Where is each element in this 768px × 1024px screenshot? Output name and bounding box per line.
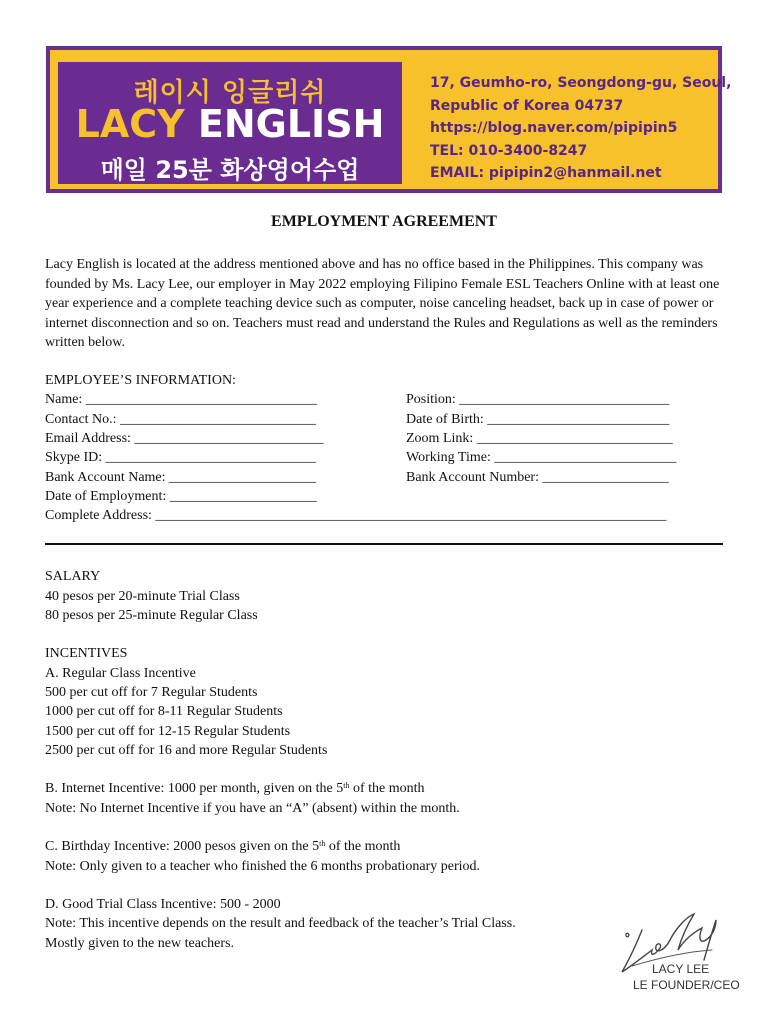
incentive-b-title [45,779,425,799]
section-divider [45,543,723,545]
signatory-name: LACY LEE [652,962,710,976]
company-logo [58,62,402,184]
incentive-a-title: A. Regular Class Incentive [45,665,196,681]
field-bank-account-name: Bank Account Name: _____________________ [45,469,317,485]
incentive-c-ordinal: th [319,839,326,848]
address-line-2: Republic of Korea 04737 [430,97,624,114]
field-contact-no: Contact No.: ____________________________ [45,411,317,427]
logo-english-title [58,102,402,146]
incentive-c-text: C. Birthday Incentive: 2000 pesos given on the 5 [45,839,320,854]
incentives-heading: INCENTIVES [45,646,128,661]
incentive-a-tier-3: 1500 per cut off for 12-15 Regular Students [45,723,291,739]
field-email-address: Email Address: ___________________________ [45,431,324,446]
field-zoom-link: Zoom Link: ____________________________ [406,431,673,446]
salary-trial-class: 40 pesos per 20-minute Trial Class [45,588,240,604]
document-title: EMPLOYMENT AGREEMENT [271,213,497,230]
incentive-a-tier-2: 1000 per cut off for 8-11 Regular Students [45,704,283,719]
incentive-b-text-end: of the month [349,781,425,796]
field-name: Name: _________________________________ [45,392,317,407]
incentive-d-note-1: Note: This incentive depends on the result and feedback of the teacher’s Trial Class. [45,916,516,931]
incentive-b-ordinal: th [343,781,350,790]
salary-regular-class: 80 pesos per 25-minute Regular Class [45,608,258,623]
telephone: TEL: 010-3400-8247 [430,142,588,159]
field-skype-id: Skype ID: ______________________________ [45,450,316,465]
banner-background [50,50,732,189]
incentive-a-tier-1: 500 per cut off for 7 Regular Students [45,685,258,700]
logo-word-english: ENGLISH [197,102,385,146]
incentive-c-note: Note: Only given to a teacher who finished the 6 months probationary period. [45,858,481,874]
incentive-b-note: Note: No Internet Incentive if you have an “A” (absent) within the month. [45,800,460,816]
website-link[interactable]: https://blog.naver.com/pipipin5 [430,120,678,136]
logo-korean-tagline: 매일 25분 화상영어수업 [100,156,360,184]
incentive-a-tier-4: 2500 per cut off for 16 and more Regular Students [45,743,328,758]
field-bank-account-number: Bank Account Number: __________________ [406,469,669,485]
logo-word-lacy: LACY [75,102,185,146]
incentive-b-text: B. Internet Incentive: 1000 per month, given on the 5 [45,781,344,796]
employee-info-heading: EMPLOYEE’S INFORMATION: [45,373,236,388]
salary-heading: SALARY [45,569,101,584]
signatory-role: LE FOUNDER/CEO [633,978,740,992]
incentive-d-title: D. Good Trial Class Incentive: 500 - 2000 [45,896,281,912]
contact-block [430,72,732,185]
field-working-time: Working Time: __________________________ [406,450,677,465]
field-position: Position: ______________________________ [406,392,670,407]
incentive-c-title [45,837,400,857]
logo-korean-title: 레이시 잉글리쉬 [133,78,327,108]
field-date-of-employment: Date of Employment: _____________________ [45,489,317,504]
email[interactable]: EMAIL: pipipin2@hanmail.net [430,165,662,181]
field-date-of-birth: Date of Birth: __________________________ [406,411,670,427]
incentive-d-note-2: Mostly given to the new teachers. [45,935,234,951]
intro-paragraph: Lacy English is located at the address mentioned above and has no office based in the Philippines. This company was founded by Ms. Lacy Lee, our employer in May 2022 employing Filipino Female ESL Teachers Online with at least one year experience and a complete teaching device such as computer, noise canceling headset, back up in case of power or internet disconnection and so on. Teachers must read and understand the Rules and Regulations as well as the reminders written below. [45,257,720,351]
field-complete-address: Complete Address: _________________________________________________________________________ [45,508,667,523]
header-banner [46,46,732,193]
incentive-c-text-end: of the month [325,839,401,854]
address-line-1: 17, Geumho-ro, Seongdong-gu, Seoul, [430,75,732,91]
